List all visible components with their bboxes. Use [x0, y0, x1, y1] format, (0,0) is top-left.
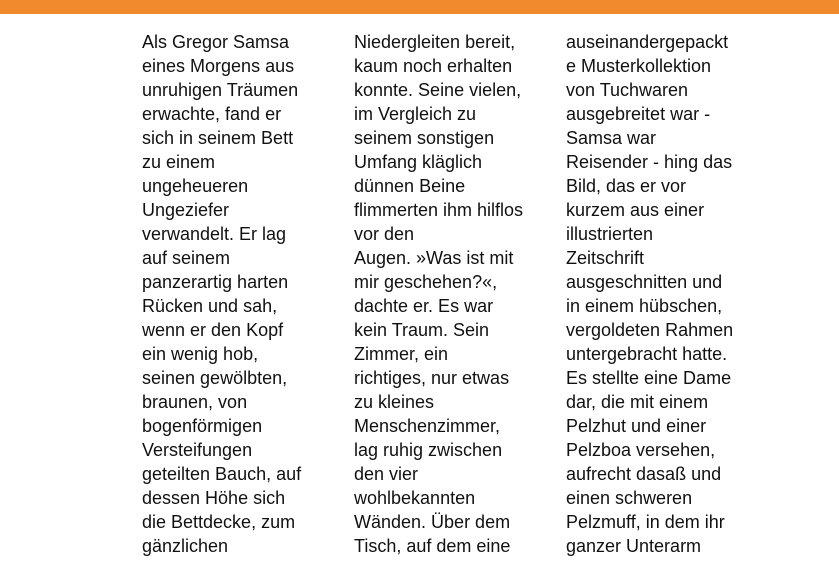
text-line: ungeheueren	[142, 176, 249, 196]
text-line: Augen. »Was ist mit	[354, 248, 514, 268]
text-line: braunen, von	[142, 392, 248, 412]
text-line: untergebracht hatte.	[566, 344, 728, 364]
text-line: eines Morgens aus	[142, 56, 295, 76]
text-line: wenn er den Kopf	[142, 320, 284, 340]
text-line: konnte. Seine vielen,	[354, 80, 522, 100]
text-line: verwandelt. Er lag	[142, 224, 287, 244]
text-line: gänzlichen	[142, 536, 229, 556]
text-line: vergoldeten Rahmen	[566, 320, 734, 340]
text-line: von Tuchwaren	[566, 80, 689, 100]
text-column-2	[354, 30, 523, 558]
text-line: den vier	[354, 464, 419, 484]
text-line: Niedergleiten bereit,	[354, 32, 516, 52]
text-line: Zeitschrift	[566, 248, 645, 268]
header-bar	[0, 0, 839, 14]
text-line: Pelzboa versehen,	[566, 440, 716, 460]
text-line: richtiges, nur etwas	[354, 368, 510, 388]
text-line: dünnen Beine	[354, 176, 466, 196]
text-line: e Musterkollektion	[566, 56, 712, 76]
text-line: die Bettdecke, zum	[142, 512, 296, 532]
text-line: Rücken und sah,	[142, 296, 278, 316]
text-column-1	[142, 30, 301, 558]
text-line: zu einem	[142, 152, 216, 172]
text-line: auseinandergepackt	[566, 32, 729, 52]
text-line: Menschenzimmer,	[354, 416, 501, 436]
text-line: Umfang kläglich	[354, 152, 483, 172]
text-line: seinen gewölbten,	[142, 368, 288, 388]
text-line: vor den	[354, 224, 415, 244]
text-line: erwachte, fand er	[142, 104, 282, 124]
text-line: mir geschehen?«,	[354, 272, 498, 292]
text-line: sich in seinem Bett	[142, 128, 294, 148]
text-line: Pelzhut und einer	[566, 416, 707, 436]
text-line: Als Gregor Samsa	[142, 32, 290, 52]
text-line: in einem hübschen,	[566, 296, 723, 316]
text-line: dachte er. Es war	[354, 296, 494, 316]
text-line: Ungeziefer	[142, 200, 230, 220]
text-line: ausgebreitet war -	[566, 104, 711, 124]
text-line: flimmerten ihm hilflos	[354, 200, 524, 220]
text-line: Bild, das er vor	[566, 176, 687, 196]
text-line: ganzer Unterarm	[566, 536, 702, 556]
text-line: Wänden. Über dem	[354, 512, 511, 532]
text-line: unruhigen Träumen	[142, 80, 299, 100]
text-line: Tisch, auf dem eine	[354, 536, 511, 556]
text-line: kaum noch erhalten	[354, 56, 513, 76]
text-line: geteilten Bauch, auf	[142, 464, 302, 484]
text-line: dar, die mit einem	[566, 392, 709, 412]
text-line: aufrecht dasaß und	[566, 464, 722, 484]
text-line: illustrierten	[566, 224, 654, 244]
text-line: kurzem aus einer	[566, 200, 705, 220]
text-line: im Vergleich zu	[354, 104, 477, 124]
text-line: einen schweren	[566, 488, 693, 508]
text-line: panzerartig harten	[142, 272, 289, 292]
text-line: ausgeschnitten und	[566, 272, 723, 292]
text-line: lag ruhig zwischen	[354, 440, 503, 460]
text-line: seinem sonstigen	[354, 128, 495, 148]
text-column-3	[566, 30, 733, 558]
text-line: kein Traum. Sein	[354, 320, 490, 340]
text-line: Reisender - hing das	[566, 152, 733, 172]
text-line: auf seinem	[142, 248, 231, 268]
text-line: Zimmer, ein	[354, 344, 449, 364]
text-line: dessen Höhe sich	[142, 488, 286, 508]
text-line: zu kleines	[354, 392, 435, 412]
text-line: Samsa war	[566, 128, 657, 148]
text-line: Versteifungen	[142, 440, 253, 460]
text-line: wohlbekannten	[354, 488, 476, 508]
text-line: Pelzmuff, in dem ihr	[566, 512, 725, 532]
text-line: Es stellte eine Dame	[566, 368, 732, 388]
text-line: ein wenig hob,	[142, 344, 259, 364]
text-line: bogenförmigen	[142, 416, 263, 436]
